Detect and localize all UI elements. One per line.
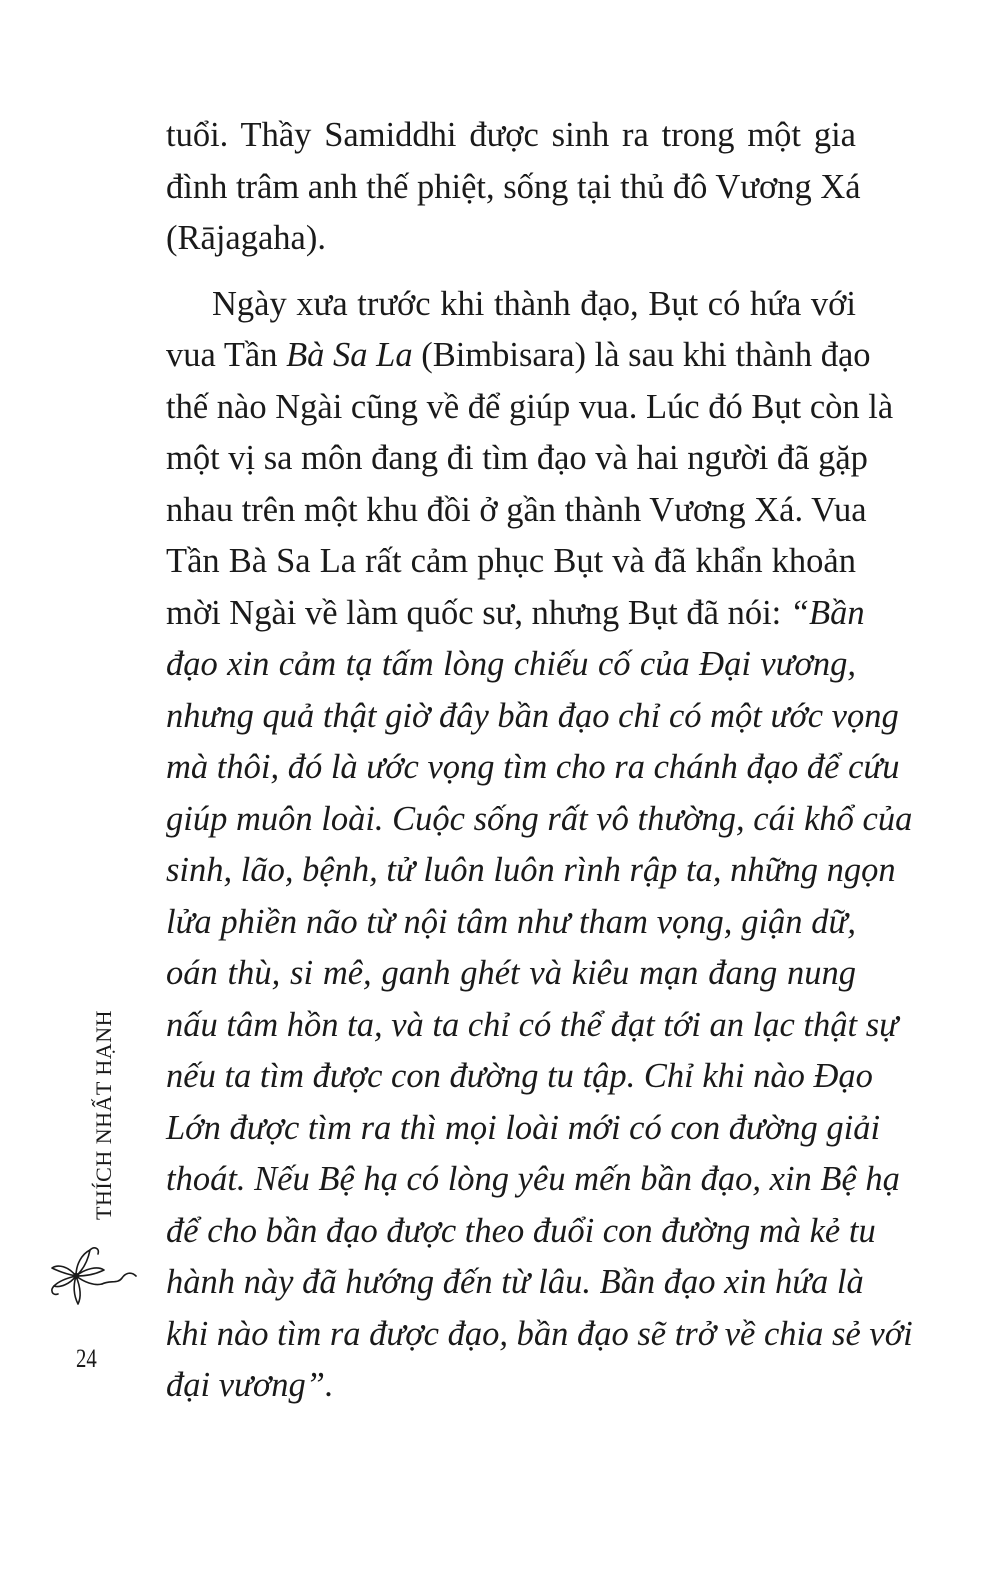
text-line: đình trâm anh thế phiệt, sống tại thủ đô Vương Xá: [166, 167, 861, 206]
running-head-label: THÍCH NHẤT HẠNH: [91, 1010, 116, 1220]
page-number: 24: [76, 1344, 97, 1373]
quote-line: đại vương”.: [166, 1366, 334, 1404]
quote-start: “Bần: [789, 593, 865, 632]
text-line: tuổi. Thầy Samiddhi được sinh ra trong một gia: [166, 116, 856, 154]
text-line: một vị sa môn đang đi tìm đạo và hai người đã gặp: [166, 439, 868, 477]
quote-line: nấu tâm hồn ta, và ta chỉ có thể đạt tới an lạc thật sự: [166, 1005, 898, 1044]
text-run: (Bimbisara) là sau khi thành đạo: [412, 336, 871, 374]
quote-line: Lớn được tìm ra thì mọi loài mới có con đường giải: [166, 1108, 881, 1147]
quote-line: nhưng quả thật giờ đây bần đạo chỉ có một ước vọng: [166, 696, 899, 735]
text-line: thế nào Ngài cũng về để giúp vua. Lúc đó Bụt còn là: [166, 387, 894, 426]
text-line: Ngày xưa trước khi thành đạo, Bụt có hứa với: [212, 284, 856, 323]
text-line: [166, 330, 871, 382]
paragraph-2: [166, 279, 913, 1412]
text-line: [166, 588, 865, 640]
quote-line: oán thù, si mê, ganh ghét và kiêu mạn đang nung: [166, 954, 856, 992]
text-run: mời Ngài về làm quốc sư, nhưng Bụt đã nói:: [166, 593, 790, 632]
quote-line: sinh, lão, bệnh, tử luôn luôn rình rập ta, những ngọn: [166, 851, 896, 889]
quote-line: nếu ta tìm được con đường tu tập. Chỉ khi nào Đạo: [166, 1057, 873, 1095]
quote-line: hành này đã hướng đến từ lâu. Bần đạo xin hứa là: [166, 1263, 864, 1301]
quote-line: lửa phiền não từ nội tâm như tham vọng, giận dữ,: [166, 902, 856, 941]
quote-line: thoát. Nếu Bệ hạ có lòng yêu mến bần đạo, xin Bệ hạ: [166, 1160, 900, 1198]
lotus-flourish-icon: [46, 1240, 142, 1312]
text-line: Tần Bà Sa La rất cảm phục Bụt và đã khẩn khoản: [166, 542, 856, 580]
quote-line: đạo xin cảm tạ tấm lòng chiếu cố của Đại vương,: [166, 645, 856, 683]
page-body: [166, 110, 913, 1412]
paragraph-1: [166, 110, 861, 265]
text-line: nhau trên một khu đồi ở gần thành Vương Xá. Vua: [166, 490, 867, 529]
italic-name: Bà Sa La: [286, 336, 413, 374]
text-line: (Rājagaha).: [166, 219, 326, 257]
text-run: vua Tần: [166, 336, 287, 374]
quote-line: để cho bần đạo được theo đuổi con đường mà kẻ tu: [166, 1211, 876, 1250]
quote-line: giúp muôn loài. Cuộc sống rất vô thường, cái khổ của: [166, 799, 913, 838]
paragraph-gap: [166, 265, 856, 279]
quote-line: khi nào tìm ra được đạo, bần đạo sẽ trở về chia sẻ với: [166, 1314, 913, 1353]
running-head: [64, 1010, 124, 1220]
quote-line: mà thôi, đó là ước vọng tìm cho ra chánh đạo để cứu: [166, 748, 900, 786]
